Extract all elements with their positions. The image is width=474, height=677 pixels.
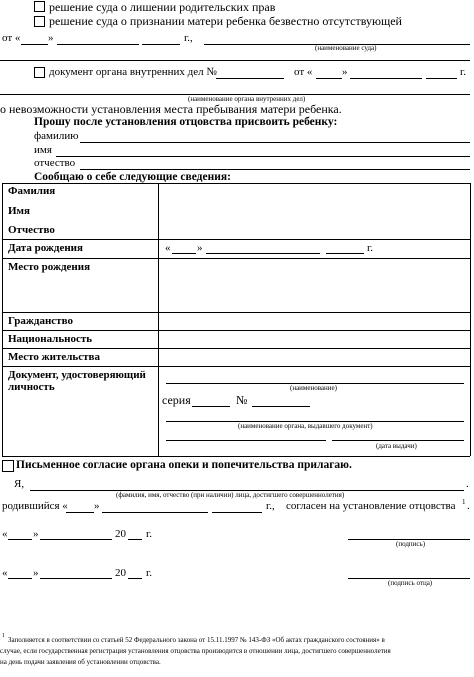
court-day-field[interactable] (21, 44, 48, 45)
footnote-line-1: Заполняется в соответствии со статьей 52 Федерального закона от 15.11.1997 № 143-ФЗ «Об актах гражданского состояния» в (8, 636, 385, 644)
row-birth-date-label: Дата рождения (8, 242, 83, 254)
court-date-prefix: от « (2, 32, 21, 44)
sign2-day-field[interactable] (8, 578, 32, 579)
born-mid: » (94, 500, 100, 512)
birth-year-field[interactable] (326, 253, 364, 254)
court-name-field-2[interactable] (0, 60, 470, 61)
sign1-month-field[interactable] (40, 539, 112, 540)
row-birth-place-label: Место рождения (8, 261, 91, 273)
born-label: родившийся « (2, 500, 68, 512)
consent-checkbox[interactable] (2, 460, 14, 472)
court-missing-label: решение суда о признании матери ребенка безвестно отсутствующей (49, 14, 402, 28)
police-document-checkbox[interactable] (34, 67, 45, 78)
agree-footnote-mark: 1 (462, 498, 466, 506)
father-signature-caption: (подпись отца) (388, 579, 433, 587)
id-number-field[interactable] (252, 406, 310, 407)
row-id-document-label-1: Документ, удостоверяющий (8, 369, 146, 381)
police-month-field[interactable] (350, 78, 422, 79)
birth-month-field[interactable] (206, 253, 320, 254)
id-number-label: № (236, 393, 248, 407)
court-month-field[interactable] (57, 44, 139, 45)
footnote-mark: 1 (2, 633, 5, 639)
police-document-label: документ органа внутренних дел № (49, 66, 217, 78)
police-doc-number-field[interactable] (216, 78, 284, 79)
agree-text: согласен на установление отцовства (286, 500, 456, 512)
sign1-year-prefix: 20 (115, 528, 126, 540)
row-nationality-label: Национальность (8, 333, 93, 345)
consent-text: Письменное согласие органа опеки и попечительства прилагаю. (16, 459, 352, 471)
row-patronymic-label: Отчество (8, 224, 55, 236)
sign1-date-mid: » (33, 528, 39, 540)
born-year-field[interactable] (212, 512, 262, 513)
court-deprivation-checkbox[interactable] (34, 1, 45, 12)
sign1-year-field[interactable] (128, 539, 142, 540)
id-series-field[interactable] (192, 406, 230, 407)
sign2-year-field[interactable] (128, 578, 142, 579)
child-name-field[interactable] (56, 156, 470, 157)
signature-caption: (подпись) (396, 540, 426, 548)
born-day-field[interactable] (66, 512, 94, 513)
police-date-mid: » (342, 66, 348, 78)
declaration-period: . (466, 478, 469, 490)
sign2-date-mid: » (33, 567, 39, 579)
declarant-name-caption: (фамилия, имя, отчество (при наличии) лица, достигшего совершеннолетия) (116, 491, 345, 499)
id-doc-name-caption: (наименование) (290, 384, 337, 392)
sign2-year-suffix: г. (146, 567, 153, 579)
birth-date-prefix: « (165, 242, 171, 254)
child-surname-field[interactable] (80, 142, 470, 143)
court-date-mid: » (48, 32, 54, 44)
id-issue-date-caption: (дата выдачи) (376, 442, 417, 450)
sign2-year-prefix: 20 (115, 567, 126, 579)
child-name-label: имя (34, 144, 52, 156)
row-residence-label: Место жительства (8, 351, 100, 363)
declaration-i-label: Я, (14, 478, 25, 490)
row-name-label: Имя (8, 205, 30, 217)
police-organ-caption: (наименование органа внутренних дел) (188, 95, 306, 103)
police-date-prefix: от « (294, 66, 313, 78)
court-year-field[interactable] (142, 44, 180, 45)
birth-place-value-cell[interactable] (159, 259, 469, 311)
police-day-field[interactable] (316, 78, 342, 79)
agree-end: . (467, 500, 470, 512)
police-date-suffix: г. (460, 66, 467, 78)
row-citizenship-label: Гражданство (8, 315, 73, 327)
personal-name-value-cell[interactable] (159, 184, 469, 238)
id-series-label: серия (162, 393, 191, 407)
id-issuer-field-2[interactable] (166, 440, 326, 441)
id-issue-date-field[interactable] (332, 440, 464, 441)
birth-day-field[interactable] (172, 253, 196, 254)
personal-info-heading: Сообщаю о себе следующие сведения: (34, 171, 231, 183)
id-issuer-caption: (наименование органа, выдавшего документ) (238, 422, 373, 430)
court-name-caption: (наименование суда) (315, 44, 377, 52)
born-month-field[interactable] (102, 512, 208, 513)
court-date-suffix: г., (184, 32, 193, 44)
court-deprivation-label: решение суда о лишении родительских прав (49, 0, 276, 14)
footnote-line-3: на день подачи заявления об установлении отцовства. (0, 658, 161, 666)
birth-date-suffix: г. (367, 242, 374, 254)
child-surname-label: фамилию (34, 130, 79, 142)
born-suffix: г., (266, 500, 275, 512)
row-id-document-label-2: личность (8, 381, 55, 393)
sign1-day-field[interactable] (8, 539, 32, 540)
impossibility-text: о невозможности установления места пребывания матери ребенка. (0, 102, 342, 116)
court-missing-checkbox[interactable] (34, 16, 45, 27)
child-patronymic-field[interactable] (80, 169, 470, 170)
police-year-field[interactable] (426, 78, 457, 79)
row-surname-label: Фамилия (8, 185, 56, 197)
sign1-year-suffix: г. (146, 528, 153, 540)
birth-date-mid: » (197, 242, 203, 254)
child-names-heading: Прошу после установления отцовства присвоить ребенку: (34, 116, 338, 128)
footnote-line-2: случае, если государственная регистрация установления отцовства производится в отношении лица, достигшего совершеннолетия (0, 647, 391, 655)
child-patronymic-label: отчество (34, 157, 76, 169)
sign2-date-prefix: « (2, 567, 8, 579)
sign2-month-field[interactable] (40, 578, 112, 579)
sign1-date-prefix: « (2, 528, 8, 540)
